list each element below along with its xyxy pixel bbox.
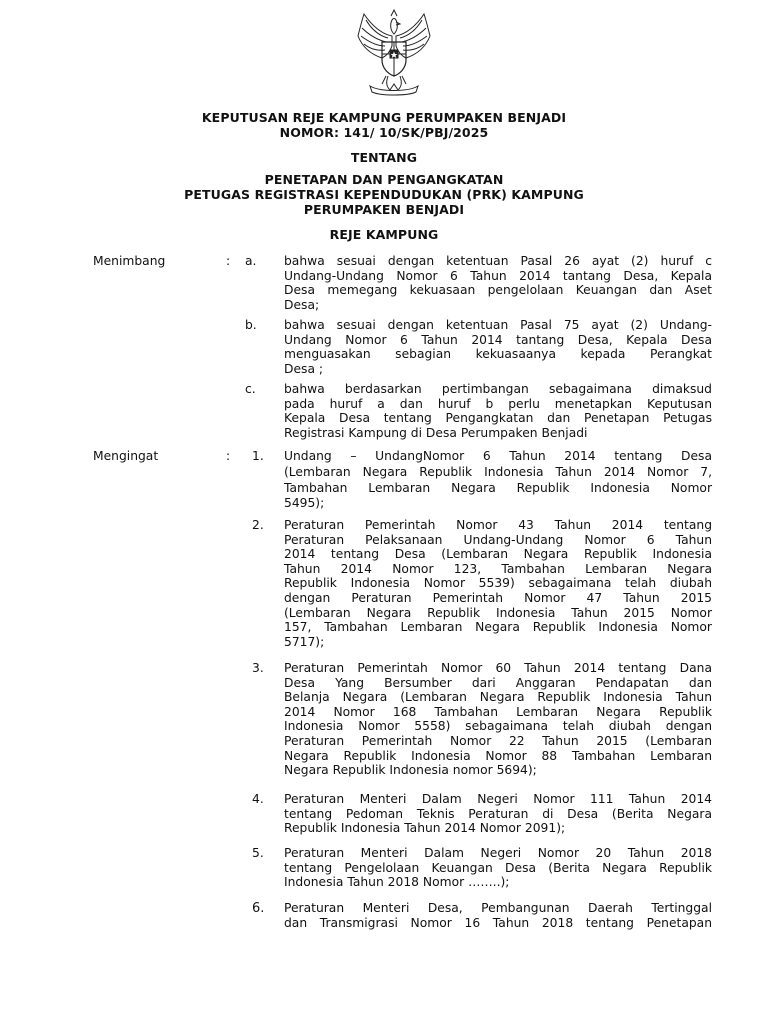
- text-line: Peraturan Pemerintah Nomor 43 Tahun 2014 tentang: [284, 518, 712, 532]
- list-item: [284, 254, 712, 312]
- list-item: [284, 449, 712, 512]
- text-line: Desa Yang Bersumber dari Anggaran Pendapatan dan: [284, 675, 712, 690]
- text-line: Indonesia Nomor 5558) sebagaimana telah diubah dengan: [284, 719, 712, 734]
- text-line: menguasakan sebagian kekuasaanya kepada Perangkat: [284, 347, 712, 362]
- list-item: [284, 661, 712, 778]
- text-line: bahwa sesuai dengan ketentuan Pasal 75 ayat (2) Undang-: [284, 318, 712, 332]
- text-line: tentang Pedoman Teknis Peraturan di Desa (Berita Negara: [284, 806, 712, 821]
- list-marker: b.: [245, 318, 257, 332]
- text-line: Tahun 2014 Nomor 123, Tambahan Lembaran Negara: [284, 561, 712, 576]
- menimbang-colon: :: [226, 254, 231, 268]
- text-line: Peraturan Menteri Dalam Negeri Nomor 20 Tahun 2018: [284, 846, 712, 860]
- text-line: pada huruf a dan huruf b perlu menetapkan Keputusan: [284, 396, 712, 411]
- list-item: [284, 382, 712, 440]
- subject-line: PERUMPAKEN BENJADI: [303, 202, 465, 217]
- text-line: dan Transmigrasi Nomor 16 Tahun 2018 tentang Penetapan: [284, 915, 712, 930]
- text-line: dengan Peraturan Pemerintah Nomor 47 Tahun 2015: [284, 590, 712, 605]
- text-line: tentang Pengelolaan Keuangan Desa (Berita Negara Republik: [284, 860, 712, 875]
- text-line: Registrasi Kampung di Desa Perumpaken Benjadi: [284, 425, 588, 440]
- list-marker: 3.: [252, 661, 264, 675]
- list-item: [284, 901, 712, 930]
- text-line: Negara Republik Indonesia nomor 5694);: [284, 763, 537, 778]
- text-line: 5495);: [284, 496, 325, 511]
- text-line: Peraturan Menteri Dalam Negeri Nomor 111 Tahun 2014: [284, 792, 712, 806]
- text-line: Desa ;: [284, 361, 324, 376]
- text-line: (Lembaran Negara Republik Indonesia Tahun 2015 Nomor: [284, 605, 712, 620]
- text-line: bahwa berdasarkan pertimbangan sebagaimana dimaksud: [284, 382, 712, 396]
- list-marker: 5.: [252, 846, 264, 860]
- mengingat-colon: :: [226, 449, 231, 463]
- text-line: Peraturan Pelaksanaan Undang-Undang Nomor 6 Tahun: [284, 532, 712, 547]
- text-line: (Lembaran Negara Republik Indonesia Tahun 2014 Nomor 7,: [284, 464, 712, 479]
- subject-line: PETUGAS REGISTRASI KEPENDUDUKAN (PRK) KAMPUNG: [184, 187, 584, 202]
- decree-number: NOMOR: 141/ 10/SK/PBJ/2025: [279, 125, 489, 140]
- text-line: Belanja Negara (Lembaran Negara Republik Indonesia Tahun: [284, 690, 712, 705]
- text-line: 2014 tentang Desa (Lembaran Negara Republik Indonesia: [284, 547, 712, 562]
- list-marker: a.: [245, 254, 257, 268]
- menimbang-label: Menimbang: [93, 254, 166, 268]
- list-marker: c.: [245, 382, 256, 396]
- text-line: Republik Indonesia Tahun 2014 Nomor 2091);: [284, 821, 566, 836]
- text-line: Desa memegang kekuasaan pengelolaan Keuangan dan Aset: [284, 283, 712, 298]
- list-item: [284, 318, 712, 376]
- text-line: Negara Republik Indonesia Nomor 88 Tambahan Lembaran: [284, 748, 712, 763]
- subject-line: PENETAPAN DAN PENGANGKATAN: [264, 172, 504, 187]
- text-line: Tambahan Lembaran Negara Republik Indonesia Nomor: [284, 480, 712, 495]
- text-line: Peraturan Pemerintah Nomor 22 Tahun 2015 (Lembaran: [284, 733, 712, 748]
- list-marker: 1.: [252, 449, 264, 463]
- mengingat-label: Mengingat: [93, 449, 159, 463]
- list-marker: 2.: [252, 518, 264, 532]
- text-line: Peraturan Menteri Desa, Pembangunan Daerah Tertinggal: [284, 901, 712, 915]
- text-line: 157, Tambahan Lembaran Negara Republik Indonesia Nomor: [284, 620, 712, 635]
- text-line: Republik Indonesia Nomor 5539) sebagaimana telah diubah: [284, 576, 712, 591]
- list-item: [284, 518, 712, 649]
- text-line: Undang Nomor 6 Tahun 2014 tantang Desa, Kepala Desa: [284, 332, 712, 347]
- text-line: 2014 Nomor 168 Tambahan Lembaran Negara Republik: [284, 704, 712, 719]
- decree-title: KEPUTUSAN REJE KAMPUNG PERUMPAKEN BENJADI: [201, 110, 567, 125]
- list-item: [284, 846, 712, 890]
- authority-heading: REJE KAMPUNG: [329, 227, 439, 242]
- list-marker: 4.: [252, 792, 264, 806]
- list-marker: 6.: [252, 901, 265, 916]
- text-line: Kepala Desa tentang Pengangkatan dan Penetapan Petugas: [284, 411, 712, 426]
- text-line: Undang-Undang Nomor 6 Tahun 2014 tantang Desa, Kepala: [284, 268, 712, 283]
- text-line: Desa;: [284, 297, 320, 312]
- garuda-emblem-icon: [352, 6, 436, 98]
- text-line: 5717);: [284, 634, 325, 649]
- text-line: bahwa sesuai dengan ketentuan Pasal 26 ayat (2) huruf c: [284, 254, 712, 268]
- tentang-heading: TENTANG: [350, 150, 418, 165]
- text-line: Indonesia Tahun 2018 Nomor ……..);: [284, 875, 510, 890]
- text-line: Peraturan Pemerintah Nomor 60 Tahun 2014 tentang Dana: [284, 661, 712, 675]
- text-line: Undang – UndangNomor 6 Tahun 2014 tentang Desa: [284, 449, 712, 463]
- list-item: [284, 792, 712, 836]
